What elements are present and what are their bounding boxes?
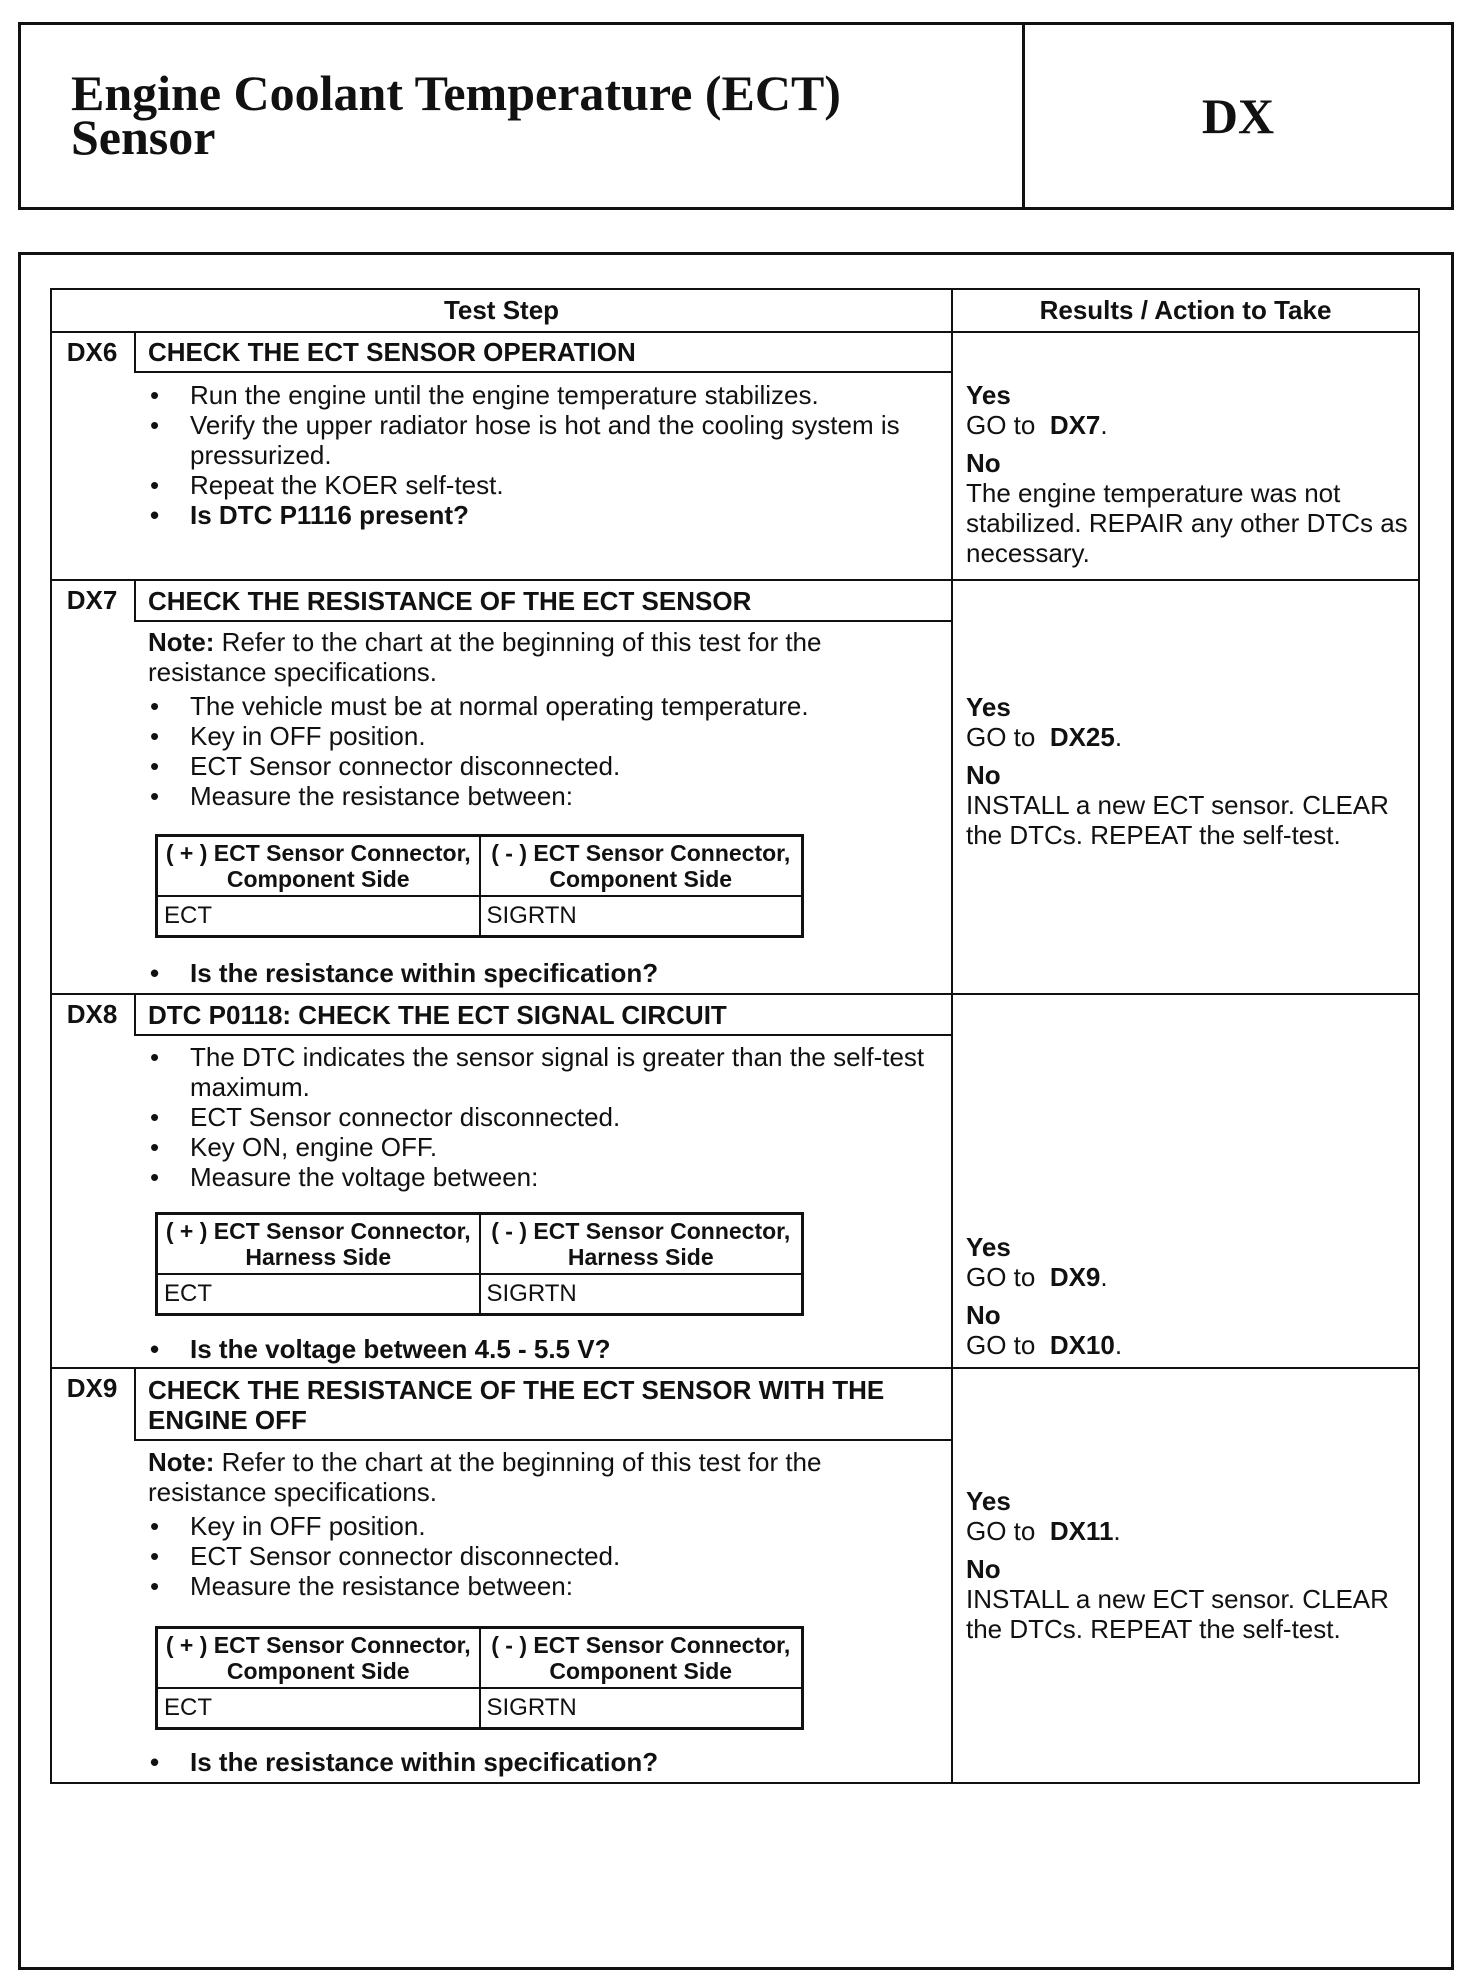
list-item: • Verify the upper radiator hose is hot and the cooling system is pressurized. bbox=[148, 410, 943, 470]
step-body-dx9 bbox=[148, 1447, 943, 1601]
list-item: • Measure the voltage between: bbox=[148, 1162, 943, 1192]
measurement-table bbox=[155, 1626, 804, 1730]
yes-action: GO to DX11. bbox=[966, 1516, 1121, 1546]
goto-link: DX9 bbox=[1049, 1262, 1101, 1292]
no-label: No bbox=[966, 760, 1001, 790]
section-code: DX bbox=[1201, 88, 1275, 144]
positive-terminal-header: ( + ) ECT Sensor Connector, Component Side bbox=[157, 836, 480, 897]
step-title-rule bbox=[134, 1034, 951, 1036]
step-question-dx9-wrap bbox=[148, 1747, 943, 1777]
step-title-rule bbox=[134, 371, 951, 373]
no-action: INSTALL a new ECT sensor. CLEAR the DTCs. REPEAT the self-test. bbox=[966, 1584, 1389, 1644]
yes-action: GO to DX9. bbox=[966, 1262, 1108, 1292]
list-item: • The DTC indicates the sensor signal is greater than the self-test maximum. bbox=[148, 1042, 943, 1102]
negative-terminal-header: ( - ) ECT Sensor Connector, Harness Side bbox=[480, 1214, 803, 1275]
step-rule bbox=[50, 1367, 1420, 1369]
step-body-dx8 bbox=[148, 1042, 943, 1192]
step-question: • Is the resistance within specification? bbox=[148, 1747, 943, 1777]
yes-action: GO to DX25. bbox=[966, 722, 1123, 752]
positive-terminal-value: ECT bbox=[157, 1274, 480, 1315]
test-step-header: Test Step bbox=[443, 294, 560, 325]
list-item: • Key in OFF position. bbox=[148, 1511, 943, 1541]
result-dx8 bbox=[966, 1232, 1416, 1360]
measurement-table bbox=[155, 834, 804, 938]
list-item: • ECT Sensor connector disconnected. bbox=[148, 1102, 943, 1132]
step-body-dx7 bbox=[148, 627, 943, 811]
no-label: No bbox=[966, 448, 1001, 478]
positive-terminal-value: ECT bbox=[157, 1688, 480, 1729]
column-divider bbox=[951, 288, 953, 1784]
result-dx7 bbox=[966, 692, 1416, 850]
step-id-dx9: DX9 bbox=[66, 1373, 118, 1403]
results-header: Results / Action to Take bbox=[1039, 294, 1332, 325]
yes-label: Yes bbox=[966, 380, 1011, 410]
yes-label: Yes bbox=[966, 1232, 1011, 1262]
positive-terminal-header: ( + ) ECT Sensor Connector, Component Side bbox=[157, 1628, 480, 1689]
step-note: Note: Refer to the chart at the beginning of this test for the resistance specifications. bbox=[148, 627, 822, 687]
step-question: • Is the resistance within specification? bbox=[148, 958, 943, 988]
no-action: The engine temperature was not stabilized. REPAIR any other DTCs as necessary. bbox=[966, 478, 1408, 568]
step-title-dx7: CHECK THE RESISTANCE OF THE ECT SENSOR bbox=[148, 586, 752, 616]
step-title-dx8: DTC P0118: CHECK THE ECT SIGNAL CIRCUIT bbox=[148, 1000, 727, 1030]
page-title-line1: Engine Coolant Temperature (ECT) bbox=[71, 65, 841, 121]
list-item: • Measure the resistance between: bbox=[148, 781, 943, 811]
step-id-divider bbox=[134, 1369, 136, 1439]
list-item: • ECT Sensor connector disconnected. bbox=[148, 751, 943, 781]
step-id-divider bbox=[134, 581, 136, 621]
step-rule bbox=[50, 579, 1420, 581]
yes-label: Yes bbox=[966, 692, 1011, 722]
negative-terminal-value: SIGRTN bbox=[480, 1274, 803, 1315]
list-item: • Key ON, engine OFF. bbox=[148, 1132, 943, 1162]
step-id-dx8: DX8 bbox=[66, 999, 118, 1029]
step-title-dx6: CHECK THE ECT SENSOR OPERATION bbox=[148, 337, 636, 367]
negative-terminal-header: ( - ) ECT Sensor Connector, Component Side bbox=[480, 1628, 803, 1689]
list-item: • Measure the resistance between: bbox=[148, 1571, 943, 1601]
no-action: GO to DX10. bbox=[966, 1330, 1123, 1360]
positive-terminal-header: ( + ) ECT Sensor Connector, Harness Side bbox=[157, 1214, 480, 1275]
goto-link: DX10 bbox=[1049, 1330, 1115, 1360]
positive-terminal-value: ECT bbox=[157, 896, 480, 937]
list-item: • The vehicle must be at normal operating temperature. bbox=[148, 691, 943, 721]
result-dx6 bbox=[966, 380, 1416, 568]
goto-link: DX25 bbox=[1049, 722, 1115, 752]
negative-terminal-value: SIGRTN bbox=[480, 896, 803, 937]
negative-terminal-header: ( - ) ECT Sensor Connector, Component Side bbox=[480, 836, 803, 897]
list-item: • Repeat the KOER self-test. bbox=[148, 470, 943, 500]
page-title bbox=[71, 65, 971, 165]
step-body-dx6 bbox=[148, 380, 943, 530]
step-rule bbox=[50, 993, 1420, 995]
step-question: • Is the voltage between 4.5 - 5.5 V? bbox=[148, 1334, 943, 1364]
result-dx9 bbox=[966, 1486, 1416, 1644]
step-title-dx9: CHECK THE RESISTANCE OF THE ECT SENSOR WITH THE ENGINE OFF bbox=[148, 1375, 885, 1435]
yes-action: GO to DX7. bbox=[966, 410, 1108, 440]
step-title-rule bbox=[134, 620, 951, 622]
step-title-rule bbox=[134, 1439, 951, 1441]
list-item: • ECT Sensor connector disconnected. bbox=[148, 1541, 943, 1571]
measurement-table bbox=[155, 1212, 804, 1316]
negative-terminal-value: SIGRTN bbox=[480, 1688, 803, 1729]
list-item: • Run the engine until the engine temperature stabilizes. bbox=[148, 380, 943, 410]
step-question-dx8-wrap bbox=[148, 1334, 943, 1364]
no-action: INSTALL a new ECT sensor. CLEAR the DTCs. REPEAT the self-test. bbox=[966, 790, 1389, 850]
no-label: No bbox=[966, 1554, 1001, 1584]
yes-label: Yes bbox=[966, 1486, 1011, 1516]
step-question-dx7-wrap bbox=[148, 958, 943, 988]
step-id-divider bbox=[134, 995, 136, 1035]
no-label: No bbox=[966, 1300, 1001, 1330]
step-id-dx7: DX7 bbox=[66, 585, 118, 615]
step-id-divider bbox=[134, 333, 136, 371]
goto-link: DX11 bbox=[1049, 1516, 1114, 1546]
list-item: • Key in OFF position. bbox=[148, 721, 943, 751]
step-question: • Is DTC P1116 present? bbox=[148, 500, 943, 530]
page-title-line2: Sensor bbox=[71, 109, 216, 165]
step-id-dx6: DX6 bbox=[66, 337, 118, 367]
goto-link: DX7 bbox=[1049, 410, 1101, 440]
page-header bbox=[18, 22, 1454, 210]
step-note: Note: Refer to the chart at the beginning of this test for the resistance specifications. bbox=[148, 1447, 822, 1507]
header-rule bbox=[50, 331, 1420, 333]
